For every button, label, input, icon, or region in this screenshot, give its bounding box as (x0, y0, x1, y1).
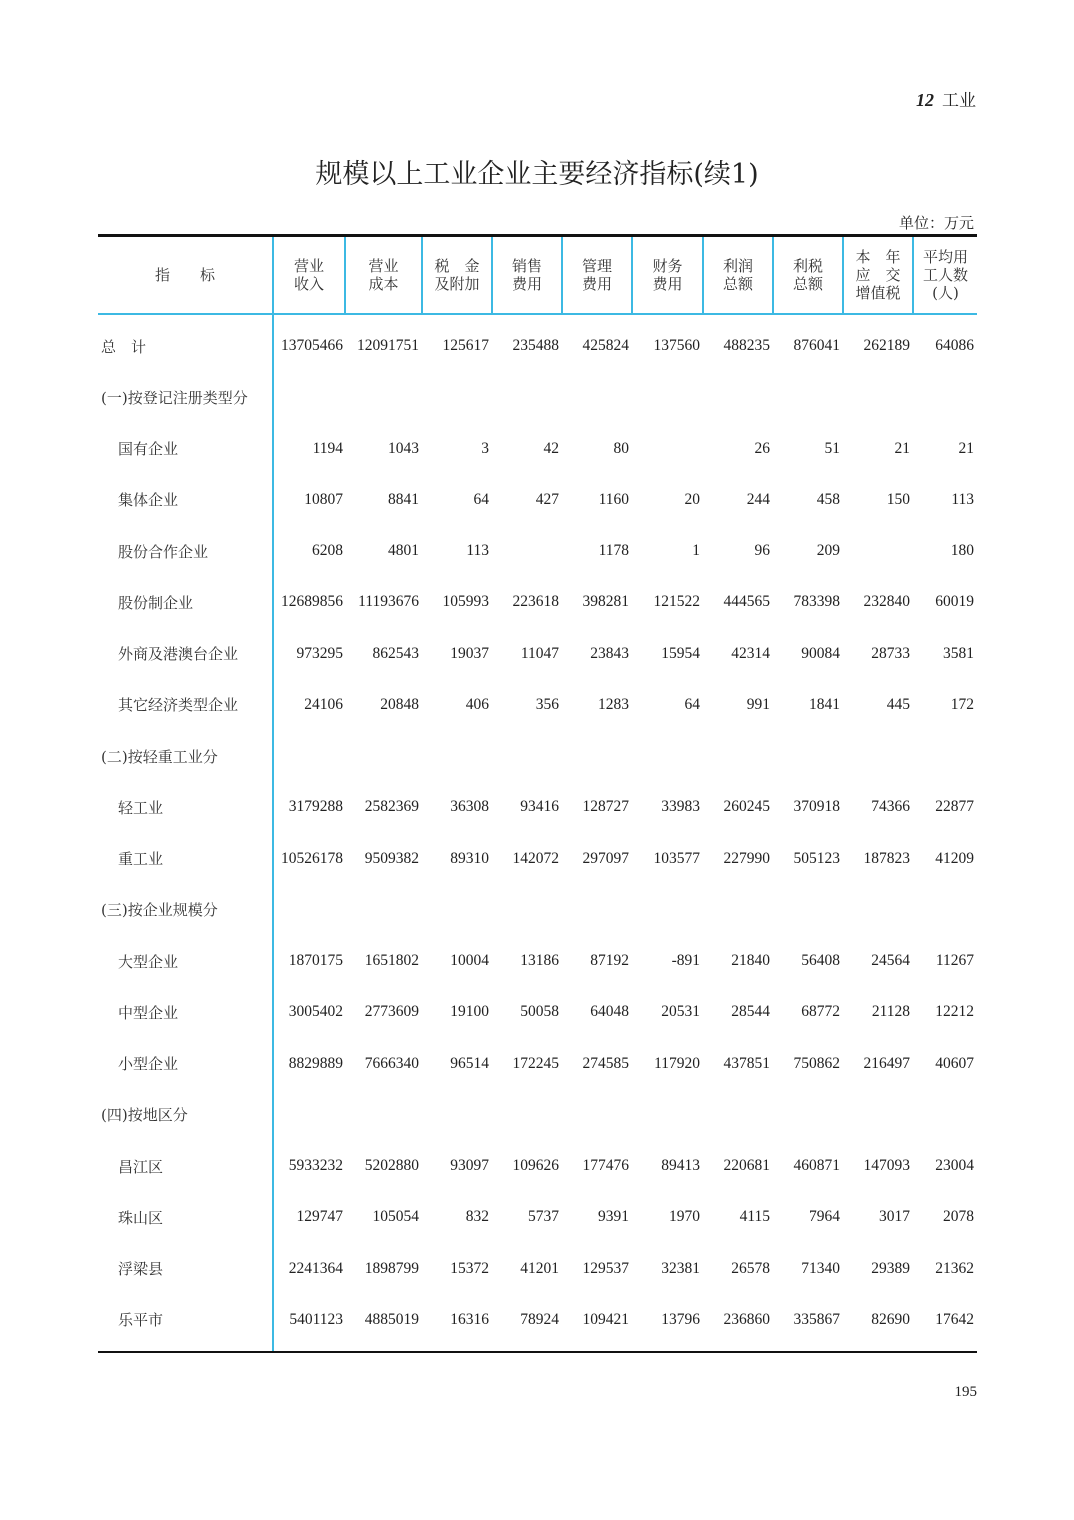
cell-value: 89413 (661, 1157, 700, 1175)
cell-value: 335867 (793, 1310, 840, 1328)
cell-value: 5737 (528, 1208, 559, 1226)
cell-value: 68772 (801, 1003, 840, 1021)
cell-value: 180 (950, 542, 974, 560)
cell-value: 113 (466, 542, 489, 560)
column-header-line: 本 年 (855, 247, 901, 266)
cell-value (562, 731, 632, 782)
chapter-header (916, 86, 976, 111)
cell-value: 488235 (723, 337, 770, 355)
cell-value: 96 (754, 542, 770, 560)
cell-value: 876041 (793, 337, 840, 355)
cell-value: 187823 (863, 849, 910, 867)
cell-value (843, 884, 913, 935)
cell-value (703, 372, 773, 423)
column-header (345, 236, 422, 314)
column-header-line: 费用 (652, 274, 683, 293)
table-header (98, 236, 977, 314)
cell-value: 23004 (935, 1157, 974, 1175)
cell-value: 12689856 (281, 593, 343, 611)
cell-value (345, 1089, 422, 1140)
cell-value: 1898799 (364, 1259, 419, 1277)
column-header (562, 236, 632, 314)
indicator-table (98, 234, 977, 1353)
cell-value: 121522 (653, 593, 700, 611)
cell-value: 370918 (793, 798, 840, 816)
cell-value: 7964 (809, 1208, 840, 1226)
cell-value (345, 372, 422, 423)
table-row (98, 833, 977, 884)
cell-value: 783398 (793, 593, 840, 611)
cell-value: 89310 (450, 849, 489, 867)
table-row (98, 1294, 977, 1345)
cell-value: 24564 (871, 952, 910, 970)
cell-value: 21840 (731, 952, 770, 970)
column-header-line: 总额 (792, 274, 823, 293)
cell-value: 93097 (450, 1157, 489, 1175)
cell-value: 12091751 (357, 337, 419, 355)
cell-value: 2773609 (364, 1003, 419, 1021)
row-label: 股份制企业 (98, 577, 273, 628)
column-header-line: 利税 (792, 256, 823, 275)
cell-value: 5933232 (288, 1157, 343, 1175)
cell-value: 142072 (512, 849, 559, 867)
cell-value: 20 (684, 490, 700, 508)
cell-value: 21 (894, 439, 910, 457)
cell-value (843, 372, 913, 423)
cell-value: 172 (950, 695, 974, 713)
cell-value: 8841 (388, 490, 419, 508)
column-header-line: 成本 (368, 274, 399, 293)
row-label: 小型企业 (98, 1038, 273, 1089)
cell-value: 7666340 (364, 1054, 419, 1072)
row-label: 国有企业 (98, 423, 273, 474)
cell-value: 40607 (935, 1054, 974, 1072)
column-header-line: 财务 (652, 256, 683, 275)
cell-value: 1178 (598, 542, 629, 560)
cell-value: 274585 (582, 1054, 629, 1072)
unit-label: 单位：万元 (898, 214, 974, 232)
column-header-line: 应 交 (855, 265, 901, 284)
table-row (98, 1141, 977, 1192)
cell-value: 11193676 (358, 593, 419, 611)
cell-value: 36308 (450, 798, 489, 816)
cell-value: 125617 (442, 337, 489, 355)
cell-value: 15954 (661, 644, 700, 662)
cell-value: 42314 (731, 644, 770, 662)
table-row (98, 628, 977, 679)
section-row (98, 1089, 977, 1140)
cell-value: 11267 (935, 952, 974, 970)
cell-value (492, 884, 562, 935)
cell-value: 17642 (935, 1310, 974, 1328)
cell-value: 23843 (590, 644, 629, 662)
table-row (98, 1038, 977, 1089)
cell-value: 19100 (450, 1003, 489, 1021)
cell-value: 93416 (520, 798, 559, 816)
cell-value: 87192 (590, 952, 629, 970)
table-row (98, 987, 977, 1038)
cell-value (273, 731, 345, 782)
cell-value (492, 731, 562, 782)
column-header (492, 236, 562, 314)
cell-value (562, 884, 632, 935)
row-label: 浮梁县 (98, 1243, 273, 1294)
cell-value (273, 372, 345, 423)
cell-value: 80 (613, 439, 629, 457)
cell-value (773, 884, 843, 935)
table-row (98, 321, 977, 372)
column-header-line: 税 金 (434, 256, 480, 275)
cell-value (345, 731, 422, 782)
cell-value: 2078 (943, 1208, 974, 1226)
cell-value: 20848 (380, 695, 419, 713)
row-label: 外商及港澳台企业 (98, 628, 273, 679)
column-header (273, 236, 345, 314)
cell-value: 109626 (512, 1157, 559, 1175)
cell-value (562, 1089, 632, 1140)
cell-value: 6208 (312, 542, 343, 560)
cell-value: 10004 (450, 952, 489, 970)
cell-value: 216497 (863, 1054, 910, 1072)
column-header-line: 及附加 (434, 274, 480, 293)
section-row (98, 372, 977, 423)
cell-value: 16316 (450, 1310, 489, 1328)
cell-value (632, 423, 703, 474)
cell-value: 4115 (739, 1208, 770, 1226)
cell-value: 8829889 (288, 1054, 343, 1072)
cell-value: 2241364 (288, 1259, 343, 1277)
cell-value: 10807 (304, 490, 343, 508)
column-header-line: 营业 (293, 256, 324, 275)
row-label: 大型企业 (98, 936, 273, 987)
cell-value: 150 (886, 490, 910, 508)
cell-value: 129537 (582, 1259, 629, 1277)
cell-value: 13705466 (281, 337, 343, 355)
column-header-line: 管理 (581, 256, 612, 275)
cell-value: 60019 (935, 593, 974, 611)
cell-value (703, 731, 773, 782)
cell-value: 41209 (935, 849, 974, 867)
page-title: 规模以上工业企业主要经济指标(续1) (315, 159, 759, 190)
cell-value: 64 (684, 695, 700, 713)
cell-value (773, 731, 843, 782)
column-header (98, 236, 273, 314)
row-label: 珠山区 (98, 1192, 273, 1243)
cell-value: 13796 (661, 1310, 700, 1328)
table-row (98, 1243, 977, 1294)
cell-value (492, 526, 562, 577)
cell-value: 28544 (731, 1003, 770, 1021)
cell-value: 445 (886, 695, 910, 713)
column-header (843, 236, 913, 314)
row-label: 昌江区 (98, 1141, 273, 1192)
cell-value: 236860 (723, 1310, 770, 1328)
row-label: 重工业 (98, 833, 273, 884)
row-label: 其它经济类型企业 (98, 679, 273, 730)
cell-value: 105993 (442, 593, 489, 611)
cell-value (422, 1089, 492, 1140)
cell-value (773, 372, 843, 423)
cell-value: 444565 (723, 593, 770, 611)
table-row (98, 1192, 977, 1243)
cell-value: 15372 (450, 1259, 489, 1277)
cell-value: 50058 (520, 1003, 559, 1021)
cell-value: 29389 (871, 1259, 910, 1277)
cell-value: -891 (671, 952, 700, 970)
cell-value: 105054 (372, 1208, 419, 1226)
cell-value: 398281 (582, 593, 629, 611)
cell-value (703, 1089, 773, 1140)
column-header (913, 236, 977, 314)
cell-value: 220681 (723, 1157, 770, 1175)
cell-value: 505123 (793, 849, 840, 867)
cell-value: 3017 (879, 1208, 910, 1226)
cell-value: 1 (692, 542, 700, 560)
cell-value: 26 (754, 439, 770, 457)
cell-value: 262189 (863, 337, 910, 355)
cell-value: 223618 (512, 593, 559, 611)
cell-value: 13186 (520, 952, 559, 970)
section-row (98, 731, 977, 782)
cell-value: 1194 (312, 439, 343, 457)
cell-value: 232840 (863, 593, 910, 611)
cell-value (773, 1089, 843, 1140)
cell-value: 5401123 (289, 1310, 343, 1328)
cell-value: 117920 (654, 1054, 700, 1072)
cell-value (632, 731, 703, 782)
column-header (632, 236, 703, 314)
cell-value: 26578 (731, 1259, 770, 1277)
cell-value (843, 526, 913, 577)
column-header (703, 236, 773, 314)
cell-value: 297097 (582, 849, 629, 867)
column-header-line: 增值税 (855, 283, 901, 302)
cell-value: 21128 (871, 1003, 910, 1021)
column-header-line: 总额 (722, 274, 753, 293)
cell-value (913, 731, 977, 782)
cell-value: 1651802 (364, 952, 419, 970)
section-row (98, 884, 977, 935)
cell-value: 19037 (450, 644, 489, 662)
column-header-line: 销售 (511, 256, 542, 275)
row-label: (四)按地区分 (98, 1089, 273, 1140)
cell-value: 5202880 (364, 1157, 419, 1175)
cell-value: 991 (746, 695, 770, 713)
cell-value: 427 (535, 490, 559, 508)
cell-value: 64086 (935, 337, 974, 355)
cell-value: 172245 (512, 1054, 559, 1072)
cell-value: 42 (543, 439, 559, 457)
cell-value (273, 1089, 345, 1140)
cell-value (632, 372, 703, 423)
column-header-line: 费用 (511, 274, 542, 293)
cell-value: 425824 (582, 337, 629, 355)
table-row (98, 679, 977, 730)
cell-value: 74366 (871, 798, 910, 816)
cell-value (492, 372, 562, 423)
column-header-line: 利润 (722, 256, 753, 275)
cell-value: 10526178 (281, 849, 343, 867)
cell-value: 137560 (653, 337, 700, 355)
cell-value: 113 (951, 490, 974, 508)
table-row (98, 936, 977, 987)
cell-value: 109421 (582, 1310, 629, 1328)
cell-value (345, 884, 422, 935)
column-header-line: 工人数 (922, 265, 968, 284)
column-header-line: 指 标 (154, 265, 215, 284)
cell-value: 82690 (871, 1310, 910, 1328)
row-label: 集体企业 (98, 474, 273, 525)
cell-value: 51 (824, 439, 840, 457)
cell-value: 406 (465, 695, 489, 713)
chapter-name: 工业 (942, 91, 976, 111)
cell-value: 460871 (793, 1157, 840, 1175)
row-label: (一)按登记注册类型分 (98, 372, 273, 423)
cell-value: 147093 (863, 1157, 910, 1175)
cell-value: 64 (473, 490, 489, 508)
cell-value (562, 372, 632, 423)
cell-value: 1283 (598, 695, 629, 713)
cell-value: 832 (465, 1208, 489, 1226)
cell-value: 4801 (388, 542, 419, 560)
cell-value: 458 (816, 490, 840, 508)
cell-value: 1841 (809, 695, 840, 713)
cell-value: 103577 (653, 849, 700, 867)
cell-value: 24106 (304, 695, 343, 713)
cell-value: 4885019 (364, 1310, 419, 1328)
cell-value: 11047 (520, 644, 559, 662)
cell-value: 90084 (801, 644, 840, 662)
column-header-line: 平均用 (922, 247, 968, 266)
cell-value: 750862 (793, 1054, 840, 1072)
column-header (422, 236, 492, 314)
cell-value (632, 1089, 703, 1140)
cell-value: 177476 (582, 1157, 629, 1175)
cell-value: 96514 (450, 1054, 489, 1072)
page-number: 195 (954, 1384, 977, 1400)
cell-value: 356 (535, 695, 559, 713)
column-header-line: (人) (932, 283, 959, 302)
cell-value: 437851 (723, 1054, 770, 1072)
cell-value: 3179288 (288, 798, 343, 816)
cell-value (913, 372, 977, 423)
cell-value: 209 (816, 542, 840, 560)
row-label: 股份合作企业 (98, 526, 273, 577)
row-label: (二)按轻重工业分 (98, 731, 273, 782)
cell-value (913, 1089, 977, 1140)
cell-value: 28733 (871, 644, 910, 662)
cell-value: 227990 (723, 849, 770, 867)
cell-value (632, 884, 703, 935)
table-row (98, 423, 977, 474)
row-label: 中型企业 (98, 987, 273, 1038)
cell-value: 3005402 (288, 1003, 343, 1021)
chapter-number: 12 (916, 90, 934, 110)
cell-value: 1043 (388, 439, 419, 457)
table-row (98, 526, 977, 577)
row-label: 乐平市 (98, 1294, 273, 1345)
cell-value: 3581 (943, 644, 974, 662)
cell-value (913, 884, 977, 935)
row-label: (三)按企业规模分 (98, 884, 273, 935)
table-row (98, 782, 977, 833)
cell-value (492, 1089, 562, 1140)
cell-value: 9391 (598, 1208, 629, 1226)
row-label: 总 计 (98, 321, 273, 372)
cell-value: 21362 (935, 1259, 974, 1277)
cell-value: 22877 (935, 798, 974, 816)
cell-value: 71340 (801, 1259, 840, 1277)
column-header-line: 收入 (293, 274, 324, 293)
cell-value: 9509382 (364, 849, 419, 867)
cell-value: 2582369 (364, 798, 419, 816)
cell-value: 20531 (661, 1003, 700, 1021)
table-row (98, 577, 977, 628)
cell-value (843, 1089, 913, 1140)
cell-value: 33983 (661, 798, 700, 816)
cell-value: 973295 (296, 644, 343, 662)
cell-value: 21 (958, 439, 974, 457)
cell-value (422, 884, 492, 935)
cell-value: 32381 (661, 1259, 700, 1277)
cell-value: 78924 (520, 1310, 559, 1328)
cell-value: 12212 (935, 1003, 974, 1021)
cell-value: 128727 (582, 798, 629, 816)
cell-value: 862543 (372, 644, 419, 662)
cell-value: 56408 (801, 952, 840, 970)
cell-value: 129747 (296, 1208, 343, 1226)
column-header (773, 236, 843, 314)
cell-value: 3 (481, 439, 489, 457)
cell-value: 260245 (723, 798, 770, 816)
column-header-line: 费用 (581, 274, 612, 293)
cell-value: 244 (746, 490, 770, 508)
cell-value: 1970 (669, 1208, 700, 1226)
cell-value: 1870175 (288, 952, 343, 970)
cell-value (422, 731, 492, 782)
table-row (98, 474, 977, 525)
cell-value: 235488 (512, 337, 559, 355)
cell-value (422, 372, 492, 423)
column-header-line: 营业 (368, 256, 399, 275)
row-label: 轻工业 (98, 782, 273, 833)
cell-value (273, 884, 345, 935)
cell-value: 41201 (520, 1259, 559, 1277)
cell-value (843, 731, 913, 782)
cell-value: 1160 (598, 490, 629, 508)
cell-value (703, 884, 773, 935)
cell-value: 64048 (590, 1003, 629, 1021)
